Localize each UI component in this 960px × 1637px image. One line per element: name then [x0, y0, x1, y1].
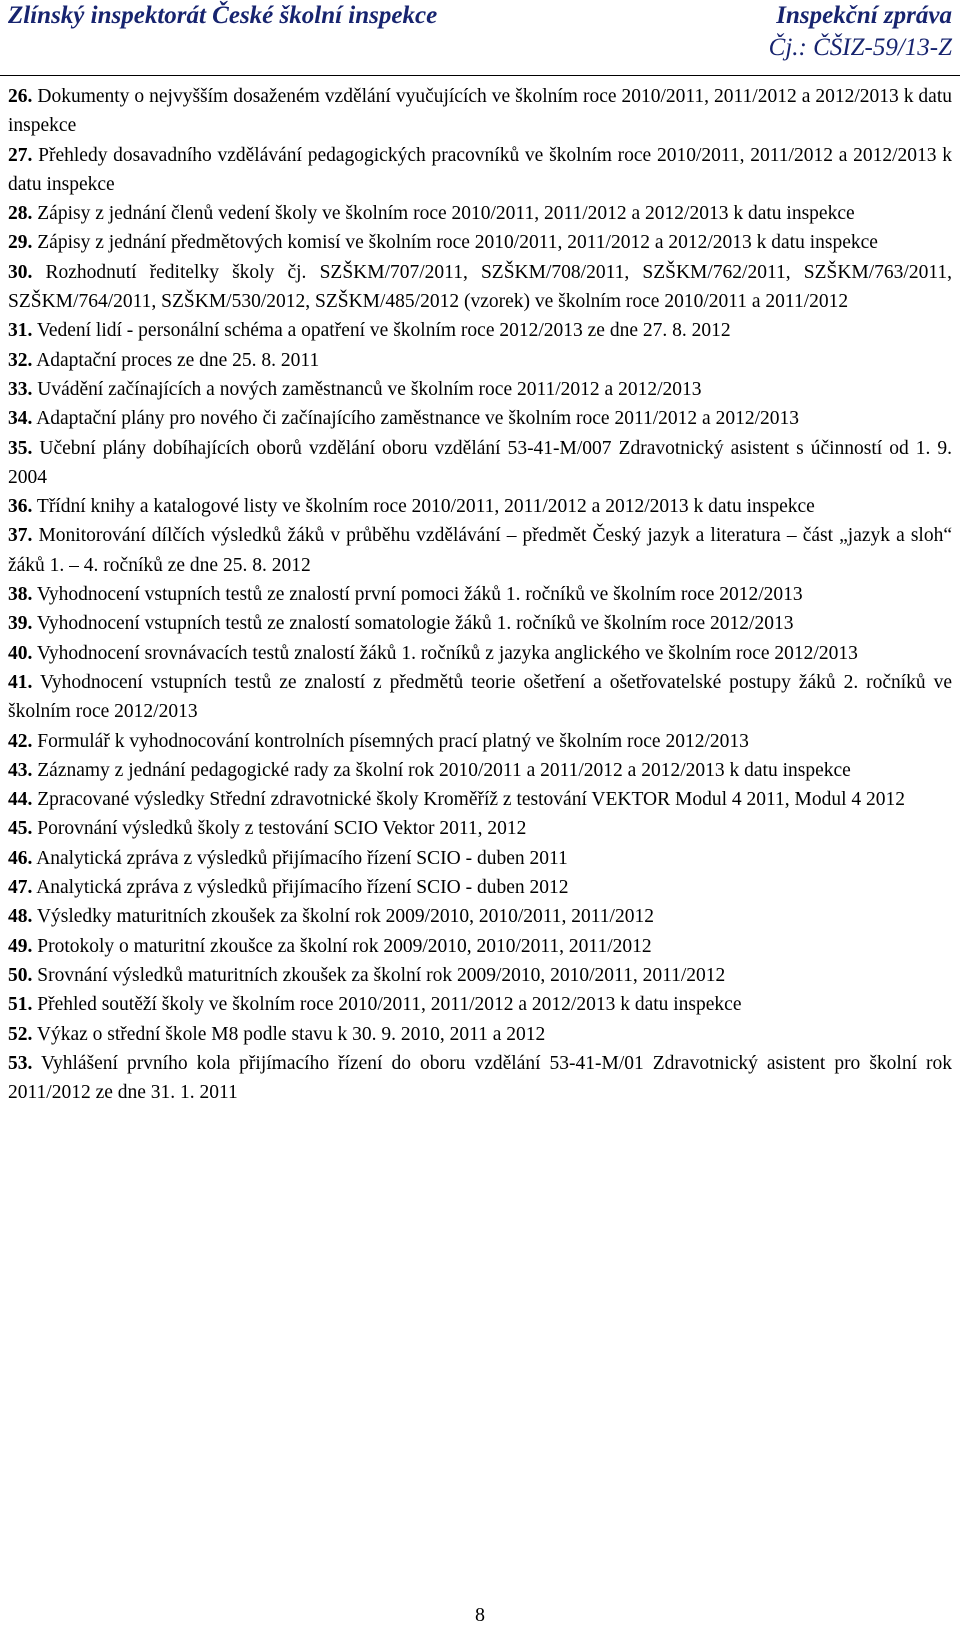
item-number: 48.: [8, 906, 33, 928]
list-item: [8, 668, 952, 727]
list-item: [8, 580, 952, 609]
item-text: Srovnání výsledků maturitních zkoušek za školní rok 2009/2010, 2010/2011, 2011/2012: [37, 964, 726, 986]
list-item: [8, 756, 952, 785]
item-number: 38.: [8, 584, 33, 606]
list-item: [8, 492, 952, 521]
item-number: 37.: [8, 525, 33, 547]
item-number: 29.: [8, 232, 33, 254]
item-number: 44.: [8, 789, 33, 811]
report-title: Inspekční zpráva: [776, 2, 952, 29]
item-text: Formulář k vyhodnocování kontrolních písemných prací platný ve školním roce 2012/2013: [37, 730, 749, 752]
item-number: 47.: [8, 877, 33, 899]
item-number: 28.: [8, 203, 33, 225]
list-item: [8, 902, 952, 931]
list-item: [8, 814, 952, 843]
list-item: [8, 258, 952, 317]
item-text: Rozhodnutí ředitelky školy čj. SZŠKM/707/2011, SZŠKM/708/2011, SZŠKM/762/2011, SZŠKM/763/2011, SZŠKM/764/2011, SZŠKM/530/2012, SZŠKM/485/2012 (vzorek) ve školním roce 2010/2011 a 2011/2012: [8, 261, 953, 313]
item-number: 26.: [8, 86, 33, 107]
item-text: Adaptační plány pro nového či začínajícího zaměstnance ve školním roce 2011/2012 a 2012/2013: [36, 408, 799, 430]
inspectorate-name: Zlínský inspektorát České školní inspekce: [8, 2, 438, 29]
item-number: 30.: [8, 261, 33, 283]
item-number: 42.: [8, 730, 33, 752]
item-text: Uvádění začínajících a nových zaměstnanců ve školním roce 2011/2012 a 2012/2013: [37, 378, 702, 400]
list-item: [8, 785, 952, 814]
list-item: [8, 961, 952, 990]
item-text: Třídní knihy a katalogové listy ve školním roce 2010/2011, 2011/2012 a 2012/2013 k datu inspekce: [36, 496, 815, 518]
item-text: Analytická zpráva z výsledků přijímacího řízení SCIO - duben 2012: [36, 877, 569, 899]
item-text: Protokoly o maturitní zkoušce za školní rok 2009/2010, 2010/2011, 2011/2012: [37, 935, 652, 957]
item-number: 34.: [8, 408, 33, 430]
item-number: 41.: [8, 671, 33, 693]
list-item: [8, 434, 952, 493]
item-text: Zápisy z jednání předmětových komisí ve školním roce 2010/2011, 2011/2012 a 2012/2013 k datu inspekce: [37, 232, 878, 254]
list-item: [8, 990, 952, 1019]
item-text: Dokumenty o nejvyšším dosaženém vzdělání vyučujících ve školním roce 2010/2011, 2011/2012 a 2012/2013 k datu inspekce: [8, 86, 953, 137]
item-text: Monitorování dílčích výsledků žáků v průběhu vzdělávání – předmět Český jazyk a literatura – část „jazyk a sloh“ žáků 1. – 4. ročníků ze dne 25. 8. 2012: [8, 525, 952, 576]
item-text: Přehledy dosavadního vzdělávání pedagogických pracovníků ve školním roce 2010/2011, 2011/2012 a 2012/2013 k datu inspekce: [8, 144, 953, 195]
item-number: 35.: [8, 437, 33, 459]
list-item: [8, 82, 952, 141]
item-number: 52.: [8, 1023, 33, 1045]
item-text: Porovnání výsledků školy z testování SCIO Vektor 2011, 2012: [37, 818, 527, 840]
page-header: [0, 0, 960, 76]
reference-number: Čj.: ČŠIZ-59/13-Z: [768, 34, 952, 61]
item-number: 53.: [8, 1052, 33, 1074]
item-text: Vyhlášení prvního kola přijímacího řízení do oboru vzdělání 53-41-M/01 Zdravotnický asistent pro školní rok 2011/2012 ze dne 31. 1. 2011: [8, 1052, 952, 1104]
list-item: [8, 316, 952, 345]
item-number: 31.: [8, 320, 33, 342]
item-number: 50.: [8, 964, 33, 986]
item-text: Výsledky maturitních zkoušek za školní rok 2009/2010, 2010/2011, 2011/2012: [36, 906, 654, 928]
list-item: [8, 1049, 952, 1108]
item-text: Záznamy z jednání pedagogické rady za školní rok 2010/2011 a 2011/2012 a 2012/2013 k datu inspekce: [37, 759, 851, 781]
list-item: [8, 346, 952, 375]
list-item: [8, 521, 952, 580]
list-item: [8, 932, 952, 961]
item-number: 36.: [8, 496, 33, 518]
item-number: 49.: [8, 935, 33, 957]
item-text: Zpracované výsledky Střední zdravotnické školy Kroměříž z testování VEKTOR Modul 4 2011, Modul 4 2012: [37, 789, 906, 811]
item-number: 46.: [8, 847, 33, 869]
list-item: [8, 228, 952, 257]
item-text: Učební plány dobíhajících oborů vzdělání oboru vzdělání 53-41-M/007 Zdravotnický asistent s účinností od 1. 9. 2004: [8, 437, 952, 488]
list-item: [8, 1020, 952, 1049]
list-item: [8, 844, 952, 873]
list-item: [8, 199, 952, 228]
item-text: Zápisy z jednání členů vedení školy ve školním roce 2010/2011, 2011/2012 a 2012/2013 k datu inspekce: [37, 203, 855, 225]
list-item: [8, 727, 952, 756]
list-item: [8, 639, 952, 668]
item-number: 33.: [8, 378, 33, 400]
item-number: 40.: [8, 642, 33, 664]
item-text: Analytická zpráva z výsledků přijímacího řízení SCIO - duben 2011: [36, 847, 568, 869]
item-number: 32.: [8, 349, 33, 371]
list-item: [8, 873, 952, 902]
item-text: Výkaz o střední škole M8 podle stavu k 30. 9. 2010, 2011 a 2012: [36, 1023, 546, 1045]
list-item: [8, 141, 952, 200]
item-text: Vyhodnocení vstupních testů ze znalostí z předmětů teorie ošetření a ošetřovatelské postupy žáků 2. ročníků ve školním roce 2012/2013: [8, 671, 952, 723]
page-number: 8: [475, 1604, 485, 1626]
item-text: Přehled soutěží školy ve školním roce 2010/2011, 2011/2012 a 2012/2013 k datu inspekce: [37, 994, 742, 1016]
item-number: 43.: [8, 759, 33, 781]
item-number: 51.: [8, 994, 33, 1016]
item-text: Adaptační proces ze dne 25. 8. 2011: [36, 349, 320, 371]
item-number: 39.: [8, 613, 33, 635]
item-text: Vyhodnocení vstupních testů ze znalostí první pomoci žáků 1. ročníků ve školním roce 2012/2013: [36, 584, 803, 606]
list-item: [8, 609, 952, 638]
item-text: Vyhodnocení vstupních testů ze znalostí somatologie žáků 1. ročníků ve školním roce 2012/2013: [36, 613, 794, 635]
document-list: [8, 82, 952, 1107]
list-item: [8, 404, 952, 433]
item-number: 45.: [8, 818, 33, 840]
item-number: 27.: [8, 144, 33, 166]
item-text: Vyhodnocení srovnávacích testů znalostí žáků 1. ročníků z jazyka anglického ve školním roce 2012/2013: [36, 642, 858, 664]
list-item: [8, 375, 952, 404]
item-text: Vedení lidí - personální schéma a opatření ve školním roce 2012/2013 ze dne 27. 8. 2012: [36, 320, 731, 342]
